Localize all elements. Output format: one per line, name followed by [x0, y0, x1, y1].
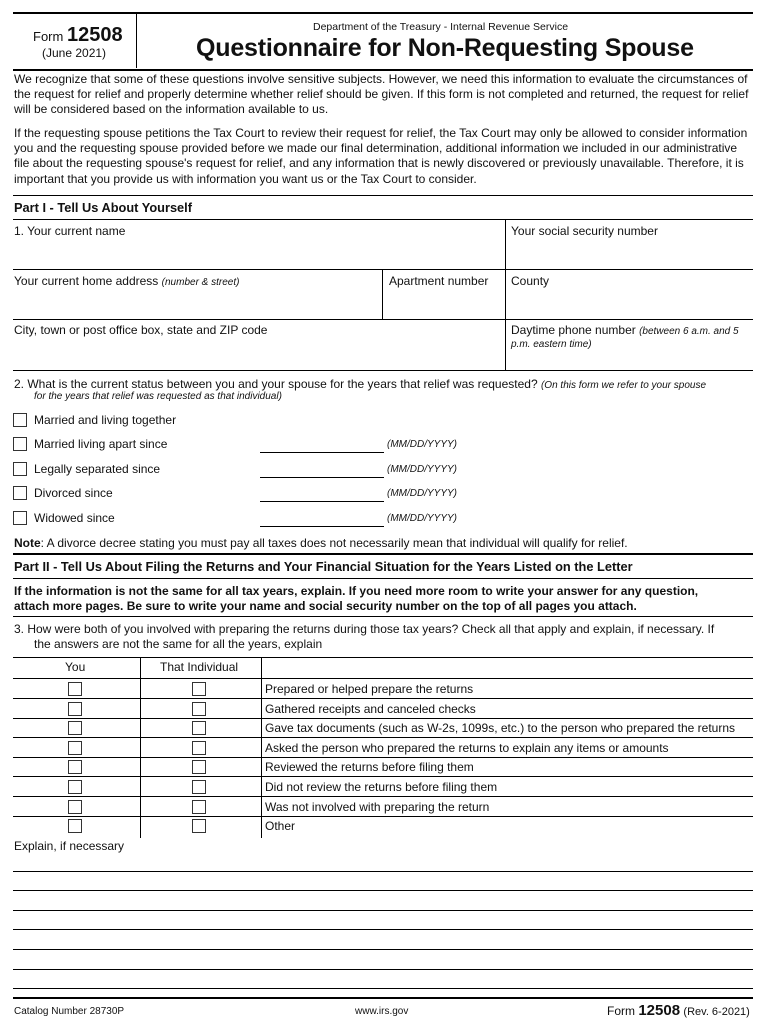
- checkbox-you[interactable]: [68, 702, 82, 716]
- explain-line[interactable]: [13, 910, 753, 911]
- explain-label: Explain, if necessary: [14, 839, 125, 853]
- checklist-row: [13, 679, 753, 699]
- note-label: Note: [14, 536, 41, 550]
- checkbox-you[interactable]: [68, 741, 82, 755]
- divorced-date-field[interactable]: [260, 501, 384, 502]
- status-checkbox-legally-separated[interactable]: [13, 462, 27, 476]
- county-field[interactable]: [507, 288, 753, 318]
- form-title: Questionnaire for Non-Requesting Spouse: [196, 34, 694, 62]
- apartment-field[interactable]: [384, 288, 503, 318]
- checklist-row-label: Did not review the returns before filing them: [265, 780, 498, 794]
- footer-rule: [13, 997, 753, 999]
- part2-instruction-1: If the information is not the same for all tax years, explain. If you need more room to write your answer for any question,: [14, 584, 699, 598]
- checklist-row: [13, 738, 753, 758]
- status-checkbox-married-together[interactable]: [13, 413, 27, 427]
- part1-heading: Part I - Tell Us About Yourself: [14, 200, 192, 215]
- footer-form-word: Form: [607, 1004, 635, 1018]
- checkbox-you[interactable]: [68, 682, 82, 696]
- checkbox-you[interactable]: [68, 800, 82, 814]
- part1-heading-rule: [13, 219, 753, 220]
- checklist-row-label: Gave tax documents (such as W-2s, 1099s, etc.) to the person who prepared the returns: [265, 721, 736, 736]
- q3-text-2: the answers are not the same for all the years, explain: [34, 637, 323, 651]
- footer-form-id: [607, 1002, 750, 1019]
- explain-line[interactable]: [13, 949, 753, 950]
- phone-label: [511, 323, 739, 337]
- checklist-row-label: Was not involved with preparing the return: [265, 799, 490, 814]
- apartment-label: Apartment number: [389, 274, 489, 288]
- form-number-box: [13, 14, 137, 68]
- status-label: Legally separated since: [34, 462, 161, 476]
- status-label: Married living apart since: [34, 437, 168, 451]
- status-checkbox-divorced[interactable]: [13, 486, 27, 500]
- checkbox-that-individual[interactable]: [192, 741, 206, 755]
- form-number-value: 12508: [66, 24, 123, 46]
- checklist-row-label: Asked the person who prepared the returns to explain any items or amounts: [265, 740, 669, 755]
- row-rule: [13, 370, 753, 371]
- catalog-number: Catalog Number 28730P: [14, 1006, 125, 1017]
- form-number: [33, 24, 123, 47]
- intro-paragraph-1: We recognize that some of these questions involve sensitive subjects. However, we need this information to evaluate the circumstances of the request for relief and properly determine whether relief should be given. If this form is not completed and returned, the request for relief will be considered based on the information available to us.: [14, 72, 749, 117]
- checklist-row: [13, 757, 753, 777]
- checkbox-that-individual[interactable]: [192, 800, 206, 814]
- phone-hint: (between 6 a.m. and 5: [639, 326, 739, 337]
- checklist-row-label: Prepared or helped prepare the returns: [265, 682, 474, 696]
- header-rule: [13, 69, 753, 71]
- address-hint: (number & street): [161, 277, 240, 288]
- checklist-row-label: Other: [265, 819, 296, 834]
- explain-line[interactable]: [13, 969, 753, 970]
- footer-form-number: 12508: [638, 1002, 681, 1019]
- status-label: Divorced since: [34, 486, 113, 500]
- q3-text-1: 3. How were both of you involved with preparing the returns during those tax years? Check all that apply and explain, if necessary. If: [14, 622, 715, 636]
- city-field[interactable]: [13, 338, 503, 369]
- legally-separated-date-field[interactable]: [260, 477, 384, 478]
- address-field[interactable]: [13, 288, 380, 318]
- intro-paragraph-2: If the requesting spouse petitions the Tax Court to review their request for relief, the Tax Court may only be allowed to consider information you and the requesting spouse provided before we made our final determination, additional information we included in our administrative file about the requesting spouse's request for relief, and any information that is newly discovered or previously unavailable. Therefore, it is important that you provide us with information you want us or the Tax Court to consider.: [14, 126, 748, 186]
- checklist-row-label: Reviewed the returns before filing them: [265, 760, 474, 775]
- q2-text: [14, 377, 706, 391]
- checkbox-that-individual[interactable]: [192, 780, 206, 794]
- checklist-row: [13, 718, 753, 738]
- part2-heading-rule: [13, 578, 753, 579]
- divorce-note: [14, 536, 628, 550]
- widowed-date-field[interactable]: [260, 526, 384, 527]
- divider: [382, 269, 383, 319]
- current-name-label: 1. Your current name: [14, 224, 126, 238]
- table-top-rule: [13, 657, 753, 658]
- column-header-individual: That Individual: [160, 660, 239, 674]
- checklist-row: [13, 699, 753, 719]
- checkbox-you[interactable]: [68, 760, 82, 774]
- checkbox-that-individual[interactable]: [192, 721, 206, 735]
- checklist-row-label: Gathered receipts and canceled checks: [265, 701, 476, 716]
- checklist-row: [13, 797, 753, 817]
- divider: [505, 319, 506, 370]
- status-checkbox-married-apart[interactable]: [13, 437, 27, 451]
- q2-question: 2. What is the current status between you and your spouse for the years that relief was requested?: [14, 377, 538, 391]
- address-label-text: Your current home address: [14, 274, 159, 288]
- row-rule: [13, 616, 753, 617]
- row-rule: [13, 269, 753, 270]
- form-page: [13, 12, 753, 1017]
- part2-instruction-2: attach more pages. Be sure to write your name and social security number on the top of all pages you attach.: [14, 599, 637, 613]
- checklist-row: [13, 777, 753, 797]
- status-checkbox-widowed[interactable]: [13, 511, 27, 525]
- explain-line[interactable]: [13, 890, 753, 891]
- column-header-you: You: [65, 660, 86, 674]
- irs-website: www.irs.gov: [355, 1006, 409, 1017]
- note-text: : A divorce decree stating you must pay all taxes does not necessarily mean that individual will qualify for relief.: [40, 536, 628, 550]
- checkbox-that-individual[interactable]: [192, 702, 206, 716]
- explain-line[interactable]: [13, 929, 753, 930]
- current-name-field[interactable]: [13, 238, 503, 268]
- date-format-hint: (MM/DD/YYYY): [387, 513, 457, 524]
- checkbox-you[interactable]: [68, 780, 82, 794]
- city-label: City, town or post office box, state and ZIP code: [14, 323, 268, 337]
- checkbox-that-individual[interactable]: [192, 760, 206, 774]
- divider: [505, 269, 506, 319]
- phone-hint-2: p.m. eastern time): [511, 339, 592, 350]
- form-date: (June 2021): [42, 46, 107, 60]
- date-format-hint: (MM/DD/YYYY): [387, 464, 457, 475]
- footer-revision: (Rev. 6-2021): [683, 1006, 750, 1018]
- explain-line[interactable]: [13, 988, 753, 989]
- status-label: Widowed since: [34, 511, 115, 525]
- checkbox-you[interactable]: [68, 819, 82, 833]
- form-word: Form: [33, 29, 64, 44]
- ssn-label: Your social security number: [511, 224, 658, 238]
- ssn-field[interactable]: [507, 238, 753, 268]
- checkbox-you[interactable]: [68, 721, 82, 735]
- department-name: Department of the Treasury - Internal Revenue Service: [313, 21, 569, 33]
- q2-hint-2: for the years that relief was requested as that individual): [34, 391, 282, 402]
- row-rule: [13, 319, 753, 320]
- phone-label-text: Daytime phone number: [511, 323, 636, 337]
- part2-top-rule: [13, 553, 753, 555]
- address-label: [14, 274, 239, 288]
- checkbox-that-individual[interactable]: [192, 682, 206, 696]
- date-format-hint: (MM/DD/YYYY): [387, 488, 457, 499]
- checklist-row: [13, 816, 753, 836]
- part1-top-rule: [13, 195, 753, 196]
- part2-heading: Part II - Tell Us About Filing the Returns and Your Financial Situation for the Years Listed on the Letter: [14, 559, 633, 574]
- divider: [505, 219, 506, 269]
- checkbox-that-individual[interactable]: [192, 819, 206, 833]
- date-format-hint: (MM/DD/YYYY): [387, 439, 457, 450]
- phone-field[interactable]: [507, 353, 753, 369]
- status-label: Married and living together: [34, 413, 177, 427]
- explain-line[interactable]: [13, 871, 753, 872]
- q2-hint: (On this form we refer to your spouse: [540, 380, 707, 391]
- county-label: County: [511, 274, 550, 288]
- married-apart-date-field[interactable]: [260, 452, 384, 453]
